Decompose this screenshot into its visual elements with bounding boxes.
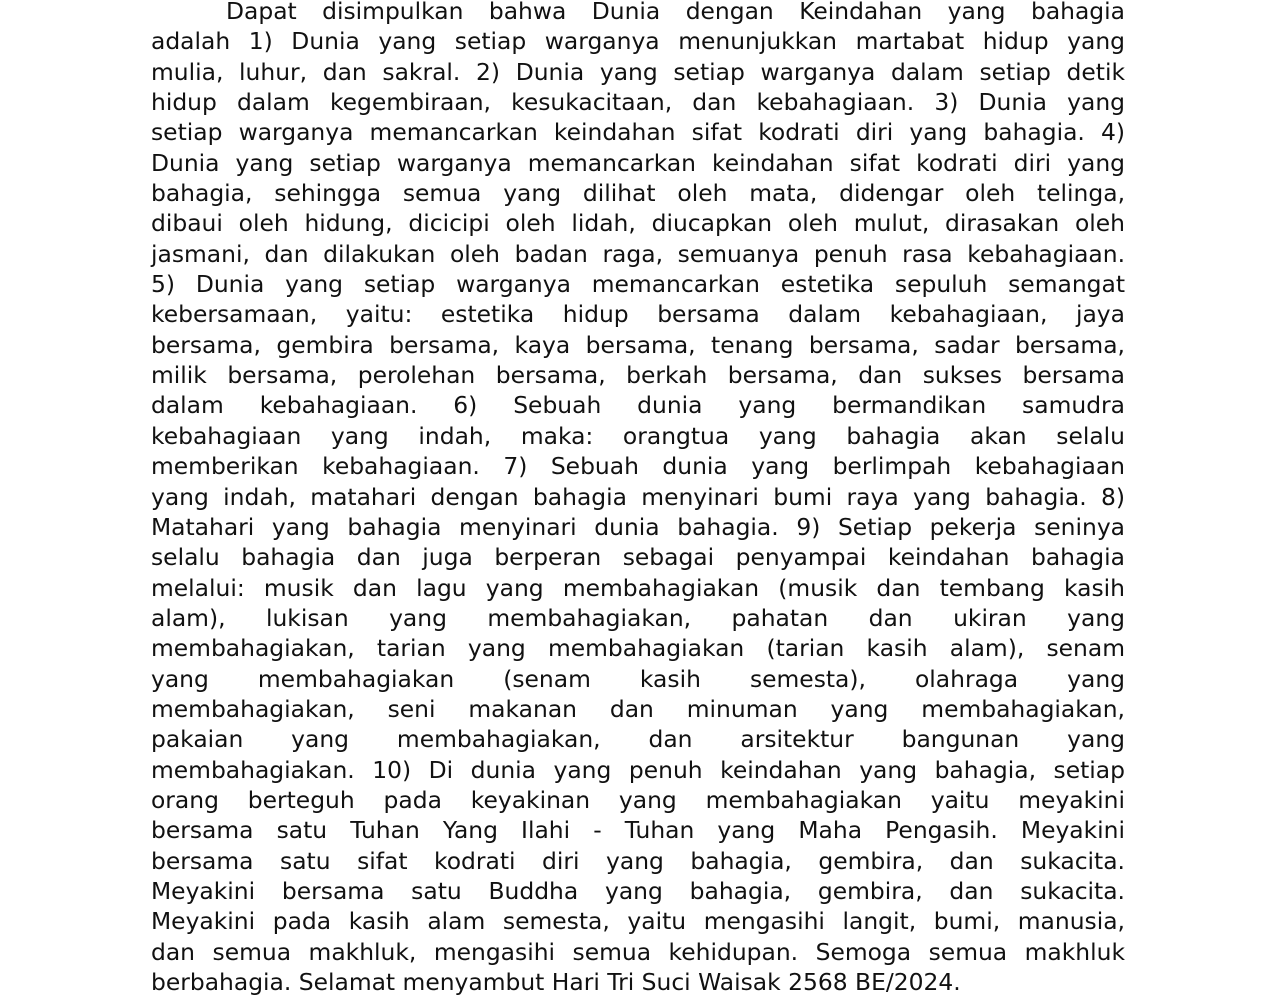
paragraph-line: bahagia, sehingga semua yang dilihat oleh mata, didengar oleh telinga,	[151, 179, 1125, 208]
paragraph-line: membahagiakan, tarian yang membahagiakan (tarian kasih alam), senam	[151, 634, 1125, 663]
paragraph-line: melalui: musik dan lagu yang membahagiakan (musik dan tembang kasih	[151, 573, 1125, 602]
paragraph-line: bersama satu Tuhan Yang Ilahi - Tuhan yang Maha Pengasih. Meyakini	[151, 816, 1125, 845]
paragraph-line: setiap warganya memancarkan keindahan sifat kodrati diri yang bahagia. 4)	[151, 118, 1125, 147]
paragraph-line: Meyakini pada kasih alam semesta, yaitu mengasihi langit, bumi, manusia,	[151, 907, 1125, 936]
paragraph-line: dibaui oleh hidung, dicicipi oleh lidah, diucapkan oleh mulut, dirasakan oleh	[151, 209, 1125, 238]
paragraph-line: orang berteguh pada keyakinan yang membahagiakan yaitu meyakini	[151, 785, 1125, 814]
paragraph-line: mulia, luhur, dan sakral. 2) Dunia yang setiap warganya dalam setiap detik	[151, 57, 1125, 86]
paragraph-line: milik bersama, perolehan bersama, berkah bersama, dan sukses bersama	[151, 361, 1125, 390]
paragraph-line: memberikan kebahagiaan. 7) Sebuah dunia yang berlimpah kebahagiaan	[151, 452, 1125, 481]
paragraph-line: adalah 1) Dunia yang setiap warganya menunjukkan martabat hidup yang	[151, 27, 1125, 56]
paragraph-line: 5) Dunia yang setiap warganya memancarkan estetika sepuluh semangat	[151, 270, 1125, 299]
paragraph-line: kebahagiaan yang indah, maka: orangtua yang bahagia akan selalu	[151, 421, 1125, 450]
paragraph-line: Dunia yang setiap warganya memancarkan keindahan sifat kodrati diri yang	[151, 148, 1125, 177]
paragraph-line: jasmani, dan dilakukan oleh badan raga, semuanya penuh rasa kebahagiaan.	[151, 239, 1125, 268]
paragraph-line: membahagiakan. 10) Di dunia yang penuh keindahan yang bahagia, setiap	[151, 755, 1125, 784]
paragraph-line: pakaian yang membahagiakan, dan arsitektur bangunan yang	[151, 725, 1125, 754]
paragraph-line: Meyakini bersama satu Buddha yang bahagia, gembira, dan sukacita.	[151, 876, 1125, 905]
paragraph-line: yang membahagiakan (senam kasih semesta), olahraga yang	[151, 664, 1125, 693]
paragraph-line: kebersamaan, yaitu: estetika hidup bersama dalam kebahagiaan, jaya	[151, 300, 1125, 329]
paragraph-line: dalam kebahagiaan. 6) Sebuah dunia yang bermandikan samudra	[151, 391, 1125, 420]
paragraph-line: bersama satu sifat kodrati diri yang bahagia, gembira, dan sukacita.	[151, 846, 1125, 875]
paragraph-line: selalu bahagia dan juga berperan sebagai penyampai keindahan bahagia	[151, 543, 1125, 572]
paragraph-line: hidup dalam kegembiraan, kesukacitaan, dan kebahagiaan. 3) Dunia yang	[151, 88, 1125, 117]
paragraph-line: alam), lukisan yang membahagiakan, pahatan dan ukiran yang	[151, 603, 1125, 632]
paragraph	[151, 0, 1125, 997]
paragraph-line: yang indah, matahari dengan bahagia menyinari bumi raya yang bahagia. 8)	[151, 482, 1125, 511]
paragraph-line: berbahagia. Selamat menyambut Hari Tri Suci Waisak 2568 BE/2024.	[151, 968, 961, 996]
paragraph-line: Dapat disimpulkan bahwa Dunia dengan Keindahan yang bahagia	[226, 0, 1125, 25]
paragraph-line: membahagiakan, seni makanan dan minuman yang membahagiakan,	[151, 694, 1125, 723]
paragraph-line: dan semua makhluk, mengasihi semua kehidupan. Semoga semua makhluk	[151, 937, 1125, 966]
paragraph-line: bersama, gembira bersama, kaya bersama, tenang bersama, sadar bersama,	[151, 330, 1125, 359]
paragraph-line: Matahari yang bahagia menyinari dunia bahagia. 9) Setiap pekerja seninya	[151, 512, 1125, 541]
